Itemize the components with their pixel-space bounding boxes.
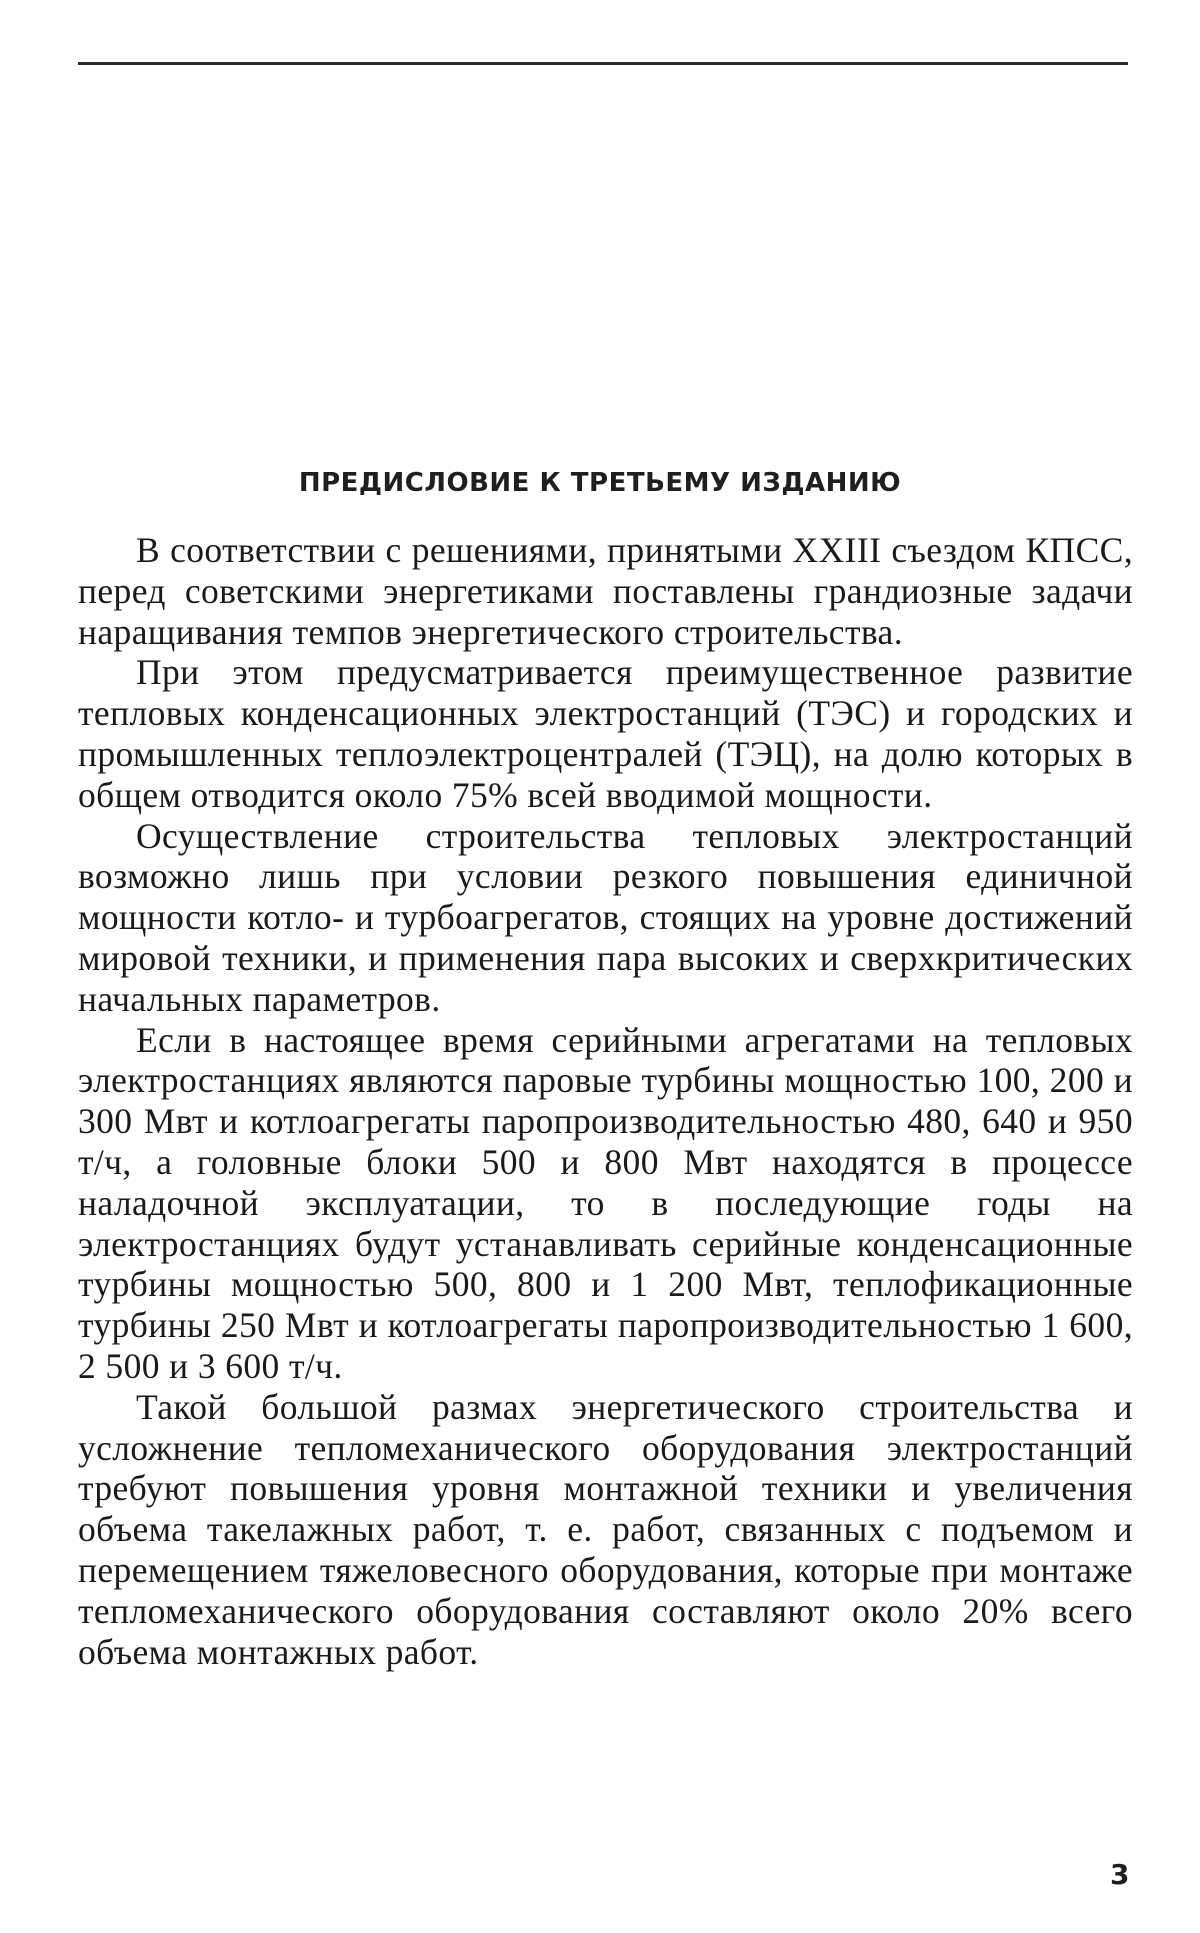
paragraph: Такой большой размах энергетического строительства и усложнение тепломеханического оборудования электростанций требуют повышения уровня монтажной техники и увеличения объема такелажных работ, т. е. работ, связанных с подъемом и перемещением тяжеловесного оборудования, которые при монтаже тепломеханического оборудования составляют около 20% всего объема монтажных работ. <box>78 1386 1133 1672</box>
paragraph: Если в настоящее время серийными агрегатами на тепловых электростанциях являются паровые турбины мощностью 100, 200 и 300 Мвт и котлоагрегаты паропроизводительностью 480, 640 и 950 т/ч, а головные блоки 500 и 800 Мвт находятся в процессе наладочной эксплуатации, то в последующие годы на электростанциях будут устанавливать серийные конденсационные турбины мощностью 500, 800 и 1 200 Мвт, теплофикационные турбины 250 Мвт и котлоагрегаты паропроизводительностью 1 600, 2 500 и 3 600 т/ч. <box>78 1019 1133 1386</box>
top-rule <box>78 62 1128 65</box>
paragraph: Осуществление строительства тепловых электростанций возможно лишь при условии резкого повышения единичной мощности котло- и турбоагрегатов, стоящих на уровне достижений мировой техники, и применения пара высоких и сверхкритических начальных параметров. <box>78 815 1133 1019</box>
paragraph: В соответствии с решениями, принятыми XXIII съездом КПСС, перед советскими энергетиками поставлены грандиозные задачи наращивания темпов энергетического строительства. <box>78 530 1133 652</box>
page-number: 3 <box>1110 1858 1130 1891</box>
body-text <box>78 530 1133 1672</box>
section-heading: ПРЕДИСЛОВИЕ К ТРЕТЬЕМУ ИЗДАНИЮ <box>298 468 902 498</box>
paragraph: При этом предусматривается преимущественное развитие тепловых конденсационных электростанций (ТЭС) и городских и промышленных теплоэлектроцентралей (ТЭЦ), на долю которых в общем отводится около 75% всей вводимой мощности. <box>78 652 1133 815</box>
